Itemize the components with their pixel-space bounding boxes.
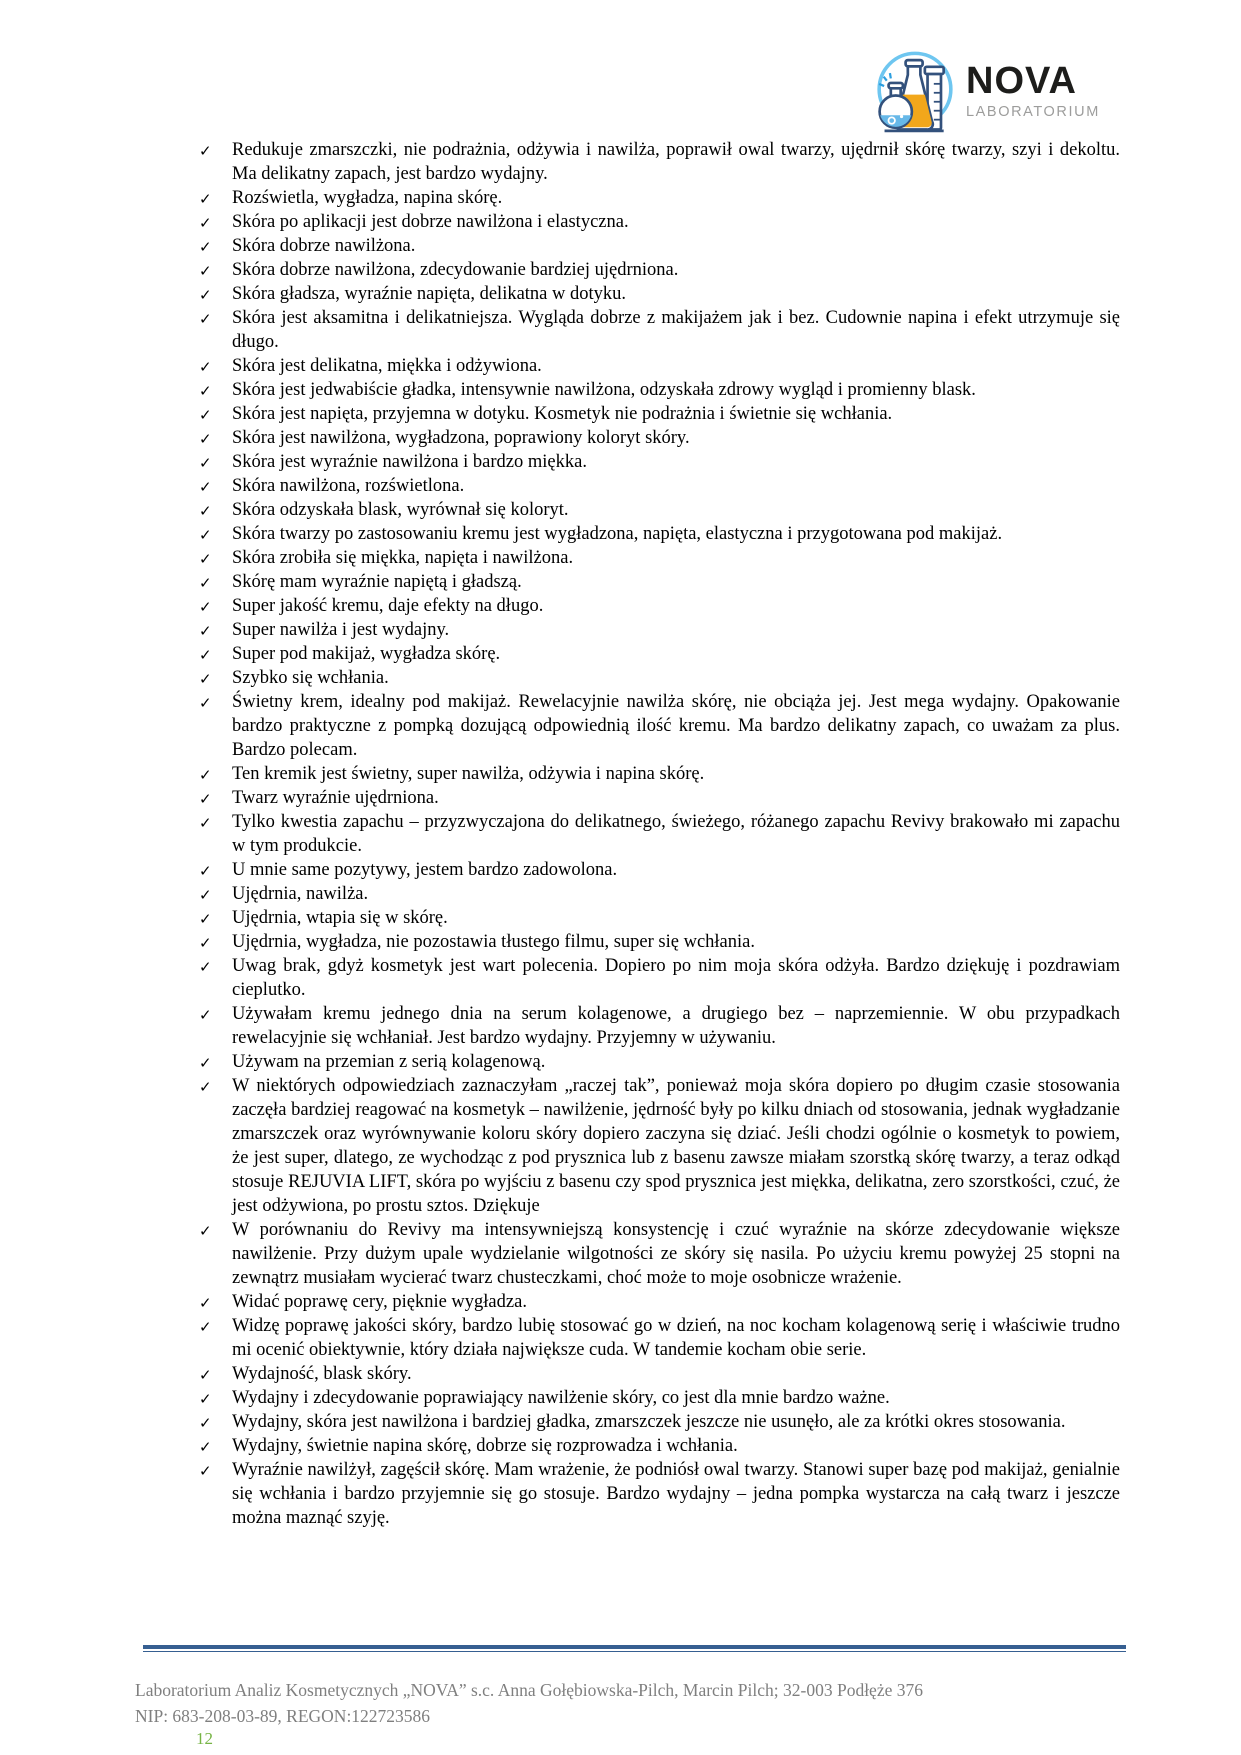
nova-laboratorium-logo [872, 46, 1100, 136]
review-item [199, 1290, 1120, 1314]
review-text: Skóra jest nawilżona, wygładzona, poprawiony koloryt skóry. [232, 428, 690, 448]
review-item [199, 450, 1120, 474]
review-text: Skóra dobrze nawilżona, zdecydowanie bardziej ujędrniona. [232, 260, 679, 280]
checkmark-icon: ✓ [199, 238, 212, 256]
review-text: Skóra odzyskała blask, wyrównał się koloryt. [232, 500, 569, 520]
review-item [199, 642, 1120, 666]
review-text: W niektórych odpowiedziach zaznaczyłam „raczej tak”, ponieważ moja skóra dopiero po długim czasie stosowania zaczęła bardziej reagować na kosmetyk – nawilżenie, jędrność były po kilku dniach od stosowania, jednak wygładzanie zmarszczek oraz wyrównywanie koloru skóry dopiero zaczyna się dziać. Jeśli chodzi ogólnie o kosmetyk to powiem, że jest super, dlatego, ze wychodząc z pod prysznica lub z basenu zawsze miałam szorstką skórę twarzy, a teraz odkąd stosuje REJUVIA LIFT, skóra po wyjściu z basenu czy spod prysznica jest miękka, delikatna, zero szorstkości, czuć, że jest odżywiona, po prostu sztos. Dziękuje [232, 1076, 1120, 1216]
review-item [199, 882, 1120, 906]
review-text: Skóra gładsza, wyraźnie napięta, delikatna w dotyku. [232, 284, 627, 304]
review-text: Skóra jest delikatna, miękka i odżywiona. [232, 356, 542, 376]
review-text: Skóra jest jedwabiście gładka, intensywnie nawilżona, odzyskała zdrowy wygląd i promienny blask. [232, 380, 976, 400]
checkmark-icon: ✓ [199, 358, 212, 376]
checkmark-icon: ✓ [199, 526, 212, 544]
review-item [199, 1434, 1120, 1458]
checkmark-icon: ✓ [199, 214, 212, 232]
review-text: Używam na przemian z serią kolagenową. [232, 1052, 546, 1072]
review-text: Redukuje zmarszczki, nie podrażnia, odżywia i nawilża, poprawił owal twarzy, ujędrnił skórę twarzy, szyi i dekoltu. Ma delikatny zapach, jest bardzo wydajny. [232, 140, 1120, 184]
review-text: Super jakość kremu, daje efekty na długo. [232, 596, 544, 616]
page-number: 12 [196, 1729, 213, 1748]
review-text: Rozświetla, wygładza, napina skórę. [232, 188, 503, 208]
checkmark-icon: ✓ [199, 1462, 212, 1480]
review-item [199, 378, 1120, 402]
checkmark-icon: ✓ [199, 382, 212, 400]
review-text: Ujędrnia, nawilża. [232, 884, 369, 904]
review-text: Skóra twarzy po zastosowaniu kremu jest wygładzona, napięta, elastyczna i przygotowana pod makijaż. [232, 524, 1003, 544]
review-item [199, 690, 1120, 762]
review-text: Skóra nawilżona, rozświetlona. [232, 476, 465, 496]
review-text: Tylko kwestia zapachu – przyzwyczajona do delikatnego, świeżego, różanego zapachu Revivy brakowało mi zapachu w tym produkcie. [232, 812, 1120, 856]
review-item [199, 1218, 1120, 1290]
review-item [199, 426, 1120, 450]
checkmark-icon: ✓ [199, 430, 212, 448]
review-text: Twarz wyraźnie ujędrniona. [232, 788, 439, 808]
checkmark-icon: ✓ [199, 262, 212, 280]
review-item [199, 1386, 1120, 1410]
review-text: Wyraźnie nawilżył, zagęścił skórę. Mam wrażenie, że podniósł owal twarzy. Stanowi super bazę pod makijaż, genialnie się wchłania i bardzo przyjemnie się go stosuje. Bardzo wydajny – jedna pompka wystarcza na całą twarz i jeszcze można maznąć szyję. [232, 1460, 1120, 1528]
review-item [199, 1002, 1120, 1050]
checkmark-icon: ✓ [199, 1318, 212, 1336]
review-item [199, 1362, 1120, 1386]
review-item [199, 282, 1120, 306]
checkmark-icon: ✓ [199, 1414, 212, 1432]
review-text: Ten kremik jest świetny, super nawilża, odżywia i napina skórę. [232, 764, 705, 784]
checkmark-icon: ✓ [199, 646, 212, 664]
review-item [199, 786, 1120, 810]
checkmark-icon: ✓ [199, 550, 212, 568]
checkmark-icon: ✓ [199, 622, 212, 640]
checkmark-icon: ✓ [199, 406, 212, 424]
checkmark-icon: ✓ [199, 454, 212, 472]
lab-flasks-icon [872, 46, 958, 136]
checkmark-icon: ✓ [199, 1006, 212, 1024]
review-item [199, 546, 1120, 570]
review-text: Widać poprawę cery, pięknie wygładza. [232, 1292, 527, 1312]
review-item [199, 210, 1120, 234]
review-text: Skóra zrobiła się miękka, napięta i nawilżona. [232, 548, 574, 568]
review-text: Używałam kremu jednego dnia na serum kolagenowe, a drugiego bez – naprzemiennie. W obu przypadkach rewelacyjnie się wchłaniał. Jest bardzo wydajny. Przyjemny w używaniu. [232, 1004, 1120, 1048]
checkmark-icon: ✓ [199, 1078, 212, 1096]
logo-subtitle: LABORATORIUM [966, 104, 1100, 120]
review-text: Wydajny, skóra jest nawilżona i bardziej gładka, zmarszczek jeszcze nie usunęło, ale za krótki okres stosowania. [232, 1412, 1066, 1432]
review-text: Super nawilża i jest wydajny. [232, 620, 450, 640]
review-text: Szybko się wchłania. [232, 668, 389, 688]
checkmark-icon: ✓ [199, 934, 212, 952]
checkmark-icon: ✓ [199, 502, 212, 520]
checkmark-icon: ✓ [199, 190, 212, 208]
checkmark-icon: ✓ [199, 694, 212, 712]
review-text: U mnie same pozytywy, jestem bardzo zadowolona. [232, 860, 618, 880]
review-item [199, 1050, 1120, 1074]
review-item [199, 930, 1120, 954]
review-item [199, 1458, 1120, 1530]
review-item [199, 402, 1120, 426]
checkmark-icon: ✓ [199, 1366, 212, 1384]
review-item [199, 1314, 1120, 1362]
checkmark-icon: ✓ [199, 598, 212, 616]
review-text: Skórę mam wyraźnie napiętą i gładszą. [232, 572, 522, 592]
review-item [199, 522, 1120, 546]
checkmark-icon: ✓ [199, 574, 212, 592]
review-text: Świetny krem, idealny pod makijaż. Rewelacyjnie nawilża skórę, nie obciąża jej. Jest mega wydajny. Opakowanie bardzo praktyczne z pompką dozującą odpowiednią ilość kremu. Ma bardzo delikatny zapach, co uważam za plus. Bardzo polecam. [232, 692, 1120, 760]
review-text: W porównaniu do Revivy ma intensywniejszą konsystencję i czuć wyraźnie na skórze zdecydowanie większe nawilżenie. Przy dużym upale wydzielanie wilgotności ze skóry się nasila. Po użyciu kremu powyżej 25 stopni na zewnątrz musiałam wycierać twarz chusteczkami, choć może to moje osobnicze wrażenie. [232, 1220, 1120, 1288]
review-text: Super pod makijaż, wygładza skórę. [232, 644, 501, 664]
review-text: Wydajność, blask skóry. [232, 1364, 412, 1384]
review-item [199, 234, 1120, 258]
review-item [199, 258, 1120, 282]
checkmark-icon: ✓ [199, 286, 212, 304]
review-text: Widzę poprawę jakości skóry, bardzo lubię stosować go w dzień, na noc kocham kolagenową serię i właściwie trudno mi ocenić obiektywnie, który działa największe cuda. W tandemie kocham obie serie. [232, 1316, 1120, 1360]
checkmark-icon: ✓ [199, 478, 212, 496]
logo-text-block [966, 62, 1100, 120]
review-text: Skóra jest aksamitna i delikatniejsza. Wygląda dobrze z makijażem jak i bez. Cudownie napina i efekt utrzymuje się długo. [232, 308, 1120, 352]
checkmark-icon: ✓ [199, 1390, 212, 1408]
checkmark-icon: ✓ [199, 142, 212, 160]
review-text: Skóra dobrze nawilżona. [232, 236, 416, 256]
review-item [199, 810, 1120, 858]
checkmark-icon: ✓ [199, 862, 212, 880]
review-item [199, 954, 1120, 1002]
checkmark-icon: ✓ [199, 1294, 212, 1312]
checkmark-icon: ✓ [199, 910, 212, 928]
checkmark-icon: ✓ [199, 814, 212, 832]
review-item [199, 570, 1120, 594]
footer-company-line: Laboratorium Analiz Kosmetycznych „NOVA” s.c. Anna Gołębiowska-Pilch, Marcin Pilch; 32-003 Podłęże 376 [135, 1680, 923, 1700]
checkmark-icon: ✓ [199, 1222, 212, 1240]
review-text: Ujędrnia, wtapia się w skórę. [232, 908, 448, 928]
review-item [199, 186, 1120, 210]
review-item [199, 354, 1120, 378]
review-checklist [199, 138, 1120, 1530]
checkmark-icon: ✓ [199, 886, 212, 904]
checkmark-icon: ✓ [199, 958, 212, 976]
review-text: Skóra po aplikacji jest dobrze nawilżona i elastyczna. [232, 212, 629, 232]
review-item [199, 858, 1120, 882]
review-item [199, 306, 1120, 354]
review-item [199, 1074, 1120, 1218]
review-item [199, 666, 1120, 690]
review-item [199, 906, 1120, 930]
checkmark-icon: ✓ [199, 670, 212, 688]
review-item [199, 474, 1120, 498]
footer-divider [143, 1645, 1126, 1652]
review-item [199, 618, 1120, 642]
checkmark-icon: ✓ [199, 1438, 212, 1456]
review-text: Wydajny, świetnie napina skórę, dobrze się rozprowadza i wchłania. [232, 1436, 738, 1456]
checkmark-icon: ✓ [199, 766, 212, 784]
review-text: Ujędrnia, wygładza, nie pozostawia tłustego filmu, super się wchłania. [232, 932, 755, 952]
checkmark-icon: ✓ [199, 1054, 212, 1072]
review-item [199, 594, 1120, 618]
review-item [199, 1410, 1120, 1434]
review-text: Skóra jest wyraźnie nawilżona i bardzo miękka. [232, 452, 587, 472]
checkmark-icon: ✓ [199, 310, 212, 328]
review-item [199, 498, 1120, 522]
footer-registry-line: NIP: 683-208-03-89, REGON:122723586 [135, 1706, 431, 1726]
review-item [199, 138, 1120, 186]
review-text: Skóra jest napięta, przyjemna w dotyku. Kosmetyk nie podrażnia i świetnie się wchłania. [232, 404, 893, 424]
checkmark-icon: ✓ [199, 790, 212, 808]
logo-title: NOVA [966, 60, 1077, 102]
review-text: Uwag brak, gdyż kosmetyk jest wart polecenia. Dopiero po nim moja skóra odżyła. Bardzo dziękuję i pozdrawiam cieplutko. [232, 956, 1120, 1000]
review-text: Wydajny i zdecydowanie poprawiający nawilżenie skóry, co jest dla mnie bardzo ważne. [232, 1388, 890, 1408]
review-item [199, 762, 1120, 786]
